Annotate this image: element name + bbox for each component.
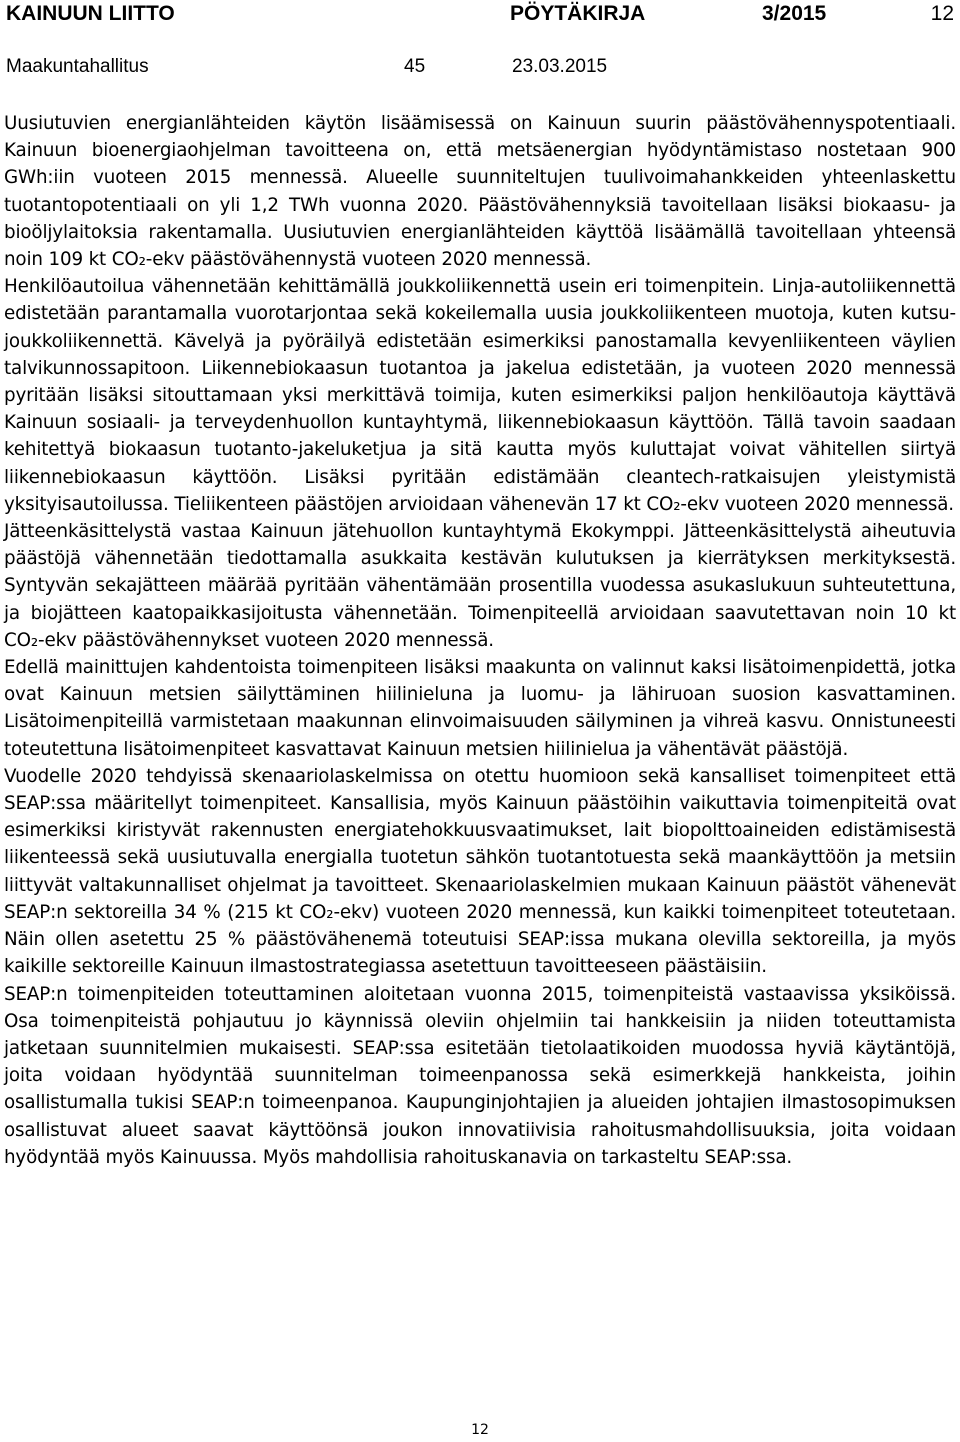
header-page-number: 12 (930, 2, 954, 25)
paragraph-renewable-energy: Uusiutuvien energianlähteiden käytön lisäämisessä on Kainuun suurin päästövähennyspotentiaali. Kainuun bioenergiaohjelman tavoitteena on, että metsäenergian hyödyntämistaso nostetaan 900 GWh:iin vuoteen 2015 mennessä. Alueelle suunniteltujen tuulivoimahankkeiden yhteenlaskettu tuotantopotentiaali on yli 1,2 TWh vuonna 2020. Päästövähennyksiä tavoitellaan lisäksi biokaasu- ja bioöljylaitoksia rakentamalla. Uusiutuvien energianlähteiden käyttöä lisäämällä tavoitellaan yhteensä noin 109 kt CO₂-ekv päästövähennystä vuoteen 2020 mennessä. (4, 113, 956, 271)
document-header (6, 2, 954, 32)
document-number: 3/2015 (762, 2, 827, 25)
agenda-item-number: 45 (404, 56, 426, 77)
paragraph-transport: Henkilöautoilua vähennetään kehittämällä joukkoliikennettä usein eri toimenpitein. Linja-autoliikennettä edistetään parantamalla vuorotarjontaa sekä kokeilemalla uusia joukkoliikenteen muotoja, kuten kutsu-joukkoliikennettä. Kävelyä ja pyöräilyä edistetään esimerkiksi panostamalla kevyenliikenteen väylien talvikunnossapitoon. Liikennebiokaasun tuotantoa ja jakelua edistetään, ja vuoteen 2020 mennessä pyritään lisäksi sitouttamaan yksi merkittävä toimija, kuten esimerkiksi paljon henkilöautoja käyttävä Kainuun sosiaali- ja terveydenhuollon kuntayhtymä, liikennebiokaasun käyttöön. Tällä tavoin saadaan kehitettyä biokaasun tuotanto-jakeluketjua ja sitä kautta myös kuluttajat voivat vähitellen siirtyä liikennebiokaasun käyttöön. Lisäksi pyritään edistämään cleantech-ratkaisujen yleistymistä yksityisautoilussa. Tieliikenteen päästöjen arvioidaan vähenevän 17 kt CO₂-ekv vuoteen 2020 mennessä. (4, 276, 956, 515)
paragraph-waste: Jätteenkäsittelystä vastaa Kainuun jätehuollon kuntayhtymä Ekokymppi. Jätteenkäsittelystä aiheutuvia päästöjä vähennetään tiedottamalla asukkaita kestävän kulutuksen ja kierrätyksen merkityksestä. Syntyvän sekajätteen määrää pyritään vähentämään prosentilla vuodessa asukaslukuun suhteutettuna, ja biojätteen kaatopaikkasijoitusta vähennetään. Toimenpiteellä arvioidaan saavutettavan noin 10 kt CO₂-ekv päästövähennykset vuoteen 2020 mennessä. (4, 521, 956, 651)
paragraph-implementation: SEAP:n toimenpiteiden toteuttaminen aloitetaan vuonna 2015, toimenpiteistä vastaavissa yksiköissä. Osa toimenpiteistä pohjautuu jo käynnissä oleviin ohjelmiin tai hankkeisiin ja niiden toteuttamista jatketaan suunnitelmien mukaisesti. SEAP:ssa esitetään tietolaatikoiden muodossa hyviä käytäntöjä, joita voidaan hyödyntää suunnitelman toimeenpanossa sekä esimerkkejä hankkeista, joihin osallistumalla tukisi SEAP:n toimeenpanoa. Kaupunginjohtajien ja alueiden johtajien ilmastosopimuksen osallistuvat alueet saavat käyttöönsä joukon innovatiivisia rahoitusmahdollisuuksia, joita voidaan hyödyntää myös Kainuussa. Myös mahdollisia rahoituskanavia on tarkasteltu SEAP:ssa. (4, 983, 956, 1168)
paragraph-scenario-2020: Vuodelle 2020 tehdyissä skenaariolaskelmissa on otettu huomioon sekä kansalliset toimenpiteet että SEAP:ssa määritellyt toimenpiteet. Kansallisia, myös Kainuun päästöihin vaikuttavia toimenpiteitä ovat esimerkiksi kiristyvät rakennusten energiatehokkuusvaatimukset, lait biopolttoaineiden edistämisestä liikenteessä sekä uusiutuvalla energialla tuotetun sähkön tuotantotuesta sekä maankäyttöön ja metsiin liittyvät valtakunnalliset ohjelmat ja tavoitteet. Skenaariolaskelmien mukaan Kainuun päästöt vähenevät SEAP:n sektoreilla 34 % (215 kt CO₂-ekv) vuoteen 2020 mennessä, kun kaikki toimenpiteet toteutetaan. Näin ollen asetettu 25 % päästövähenemä toteutuisi SEAP:issa mukana olevilla sektoreilla, ja myös kaikille sektoreille Kainuun ilmastostrategiassa asetettuun tavoitteeseen päästäisiin. (4, 765, 956, 978)
footer-page-number: 12 (471, 1422, 489, 1438)
meeting-date: 23.03.2015 (512, 56, 608, 77)
document-subheader (6, 56, 954, 82)
paragraph-additional-measures: Edellä mainittujen kahdentoista toimenpiteen lisäksi maakunta on valinnut kaksi lisätoimenpidettä, jotka ovat Kainuun metsien säilyttäminen hiilinieluna ja luomu- ja lähiruoan suosion kasvattaminen. Lisätoimenpiteillä varmistetaan maakunnan elinvoimaisuuden säilyminen ja vihreä kasvu. Onnistuneesti toteutettuna lisätoimenpiteet kasvattavat Kainuun metsien hiilinielua ja vähentävät päästöjä. (4, 657, 956, 760)
meeting-body: Maakuntahallitus (6, 56, 149, 77)
organization-name: KAINUUN LIITTO (6, 2, 175, 25)
document-body (4, 110, 956, 1171)
document-type: PÖYTÄKIRJA (510, 2, 646, 25)
